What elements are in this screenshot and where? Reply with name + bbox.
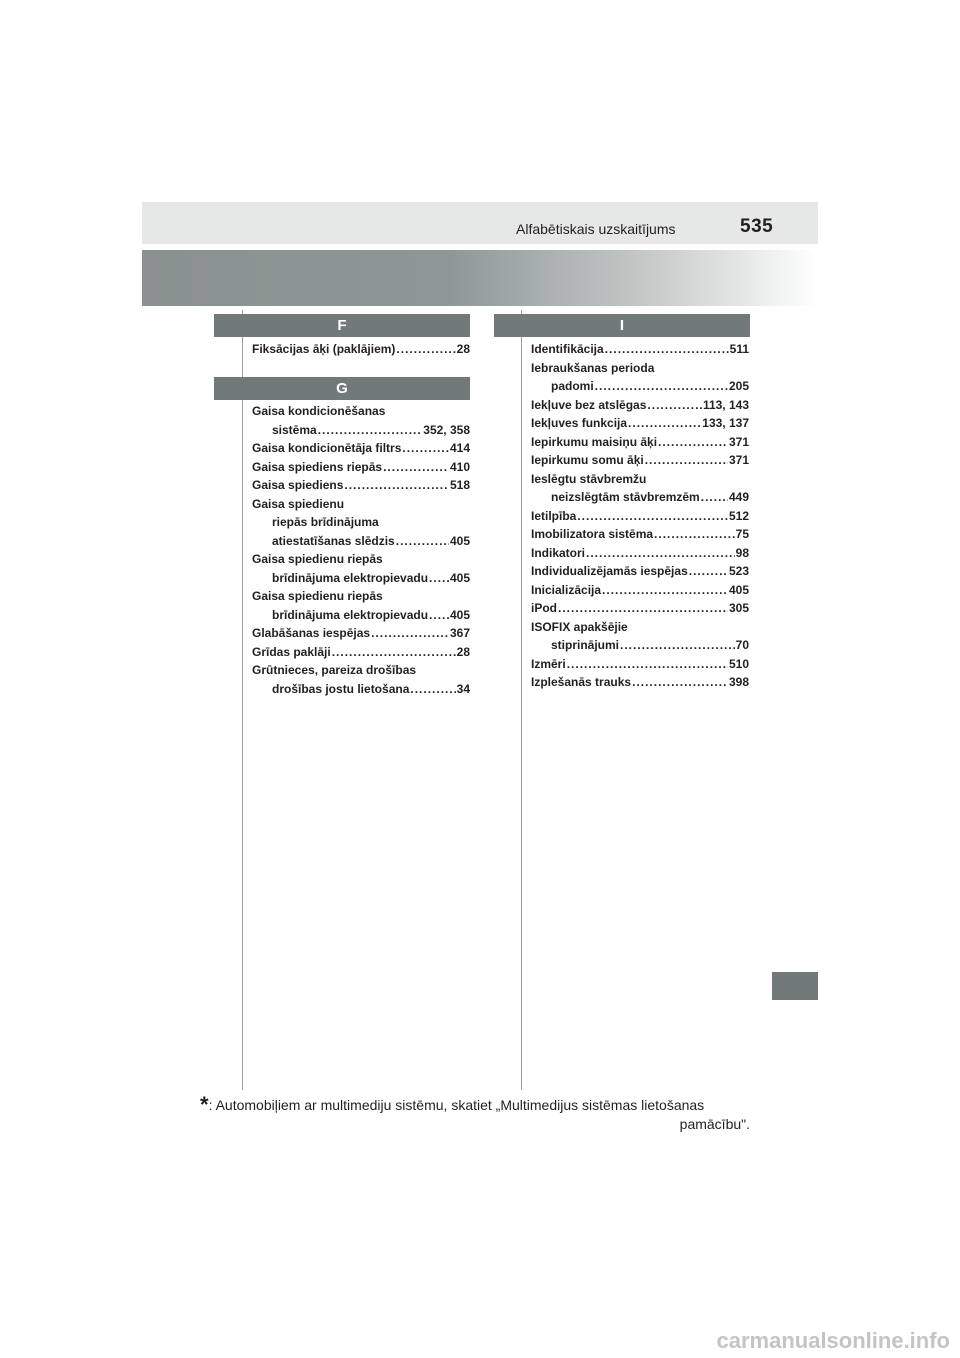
index-entry-page[interactable]: 414 xyxy=(449,441,470,455)
index-entry-label: Indikatori xyxy=(531,545,586,560)
index-entry xyxy=(531,470,749,489)
index-entry-page[interactable]: 371 xyxy=(728,434,749,449)
index-entry-page[interactable]: 305 xyxy=(728,601,749,615)
index-entry-label: Imobilizatora sistēma xyxy=(531,527,654,541)
chapter-tab xyxy=(772,972,818,1000)
index-entry-label: Gaisa spiedienu xyxy=(252,496,345,511)
dot-leader xyxy=(429,606,449,625)
page-number: 535 xyxy=(740,216,774,237)
index-entry-label: Grīdas paklāji xyxy=(252,644,331,659)
dot-leader xyxy=(410,680,455,699)
index-entry xyxy=(252,421,470,440)
watermark-text: carmanualsonline.info xyxy=(716,1328,950,1353)
index-entry xyxy=(531,525,749,544)
index-entry xyxy=(252,476,470,495)
dot-leader xyxy=(402,439,449,458)
index-entry-page[interactable]: 70 xyxy=(735,638,749,652)
index-entry-label: Gaisa spiediens xyxy=(252,478,344,492)
index-entry xyxy=(252,661,470,680)
dot-leader xyxy=(396,532,449,551)
index-entry xyxy=(531,451,749,470)
index-entry-page[interactable]: 405 xyxy=(449,533,470,548)
index-entry-page[interactable]: 405 xyxy=(728,582,749,597)
index-entry-page[interactable]: 352, 358 xyxy=(423,422,470,437)
index-entry-page[interactable]: 98 xyxy=(735,545,749,560)
dot-leader xyxy=(654,525,735,544)
footnote-line-2: pamācību". xyxy=(679,1116,750,1132)
dot-leader xyxy=(318,421,423,440)
dot-leader xyxy=(628,414,701,433)
index-entry xyxy=(531,340,749,359)
index-entry xyxy=(252,569,470,588)
index-entry-label: Gaisa spiediens riepās xyxy=(252,459,383,474)
index-entry xyxy=(252,439,470,458)
footnote-marker: * xyxy=(200,1092,209,1117)
index-entry xyxy=(531,562,749,581)
index-entry-label: Gaisa spiedienu riepās xyxy=(252,552,383,566)
index-entry-label: Glabāšanas iespējas xyxy=(252,626,371,640)
dot-leader xyxy=(701,488,728,507)
index-entry-page[interactable]: 28 xyxy=(456,342,470,356)
index-entry xyxy=(252,680,470,699)
dot-leader xyxy=(371,624,449,643)
dot-leader xyxy=(383,458,449,477)
index-entry-label: Iekļuves funkcija xyxy=(531,416,628,430)
index-entry-page[interactable]: 371 xyxy=(728,453,749,467)
index-entry-label: Iekļuve bez atslēgas xyxy=(531,397,647,412)
index-entry xyxy=(531,433,749,452)
index-entry-label: Izmēri xyxy=(531,656,566,671)
section-header-g: G xyxy=(214,377,470,400)
index-entry-page[interactable]: 512 xyxy=(728,508,749,523)
index-entry xyxy=(531,414,749,433)
index-entry-page[interactable]: 34 xyxy=(456,681,470,696)
index-entry-label: Ieslēgtu stāvbremžu xyxy=(531,471,647,486)
chapter-band xyxy=(142,250,818,306)
index-entry xyxy=(531,636,749,655)
index-entry-label: padomi xyxy=(551,379,594,393)
index-entry xyxy=(531,488,749,507)
index-entry xyxy=(531,618,749,637)
footnote-line-1: : Automobiļiem ar multimediju sistēmu, skatiet „Multimedijus sistēmas lietošanas xyxy=(208,1097,705,1113)
index-entry-page[interactable]: 75 xyxy=(735,527,749,541)
index-entry-label: Identifikācija xyxy=(531,342,604,356)
index-entry-page[interactable]: 28 xyxy=(456,644,470,659)
dot-leader xyxy=(429,569,449,588)
dot-leader xyxy=(605,340,729,359)
index-entry xyxy=(252,550,470,569)
index-entry xyxy=(252,340,470,359)
dot-leader xyxy=(332,643,456,662)
index-entry-label: Gaisa kondicionēšanas xyxy=(252,404,386,418)
index-entry-label: Fiksācijas āķi (paklājiem) xyxy=(252,342,396,356)
index-entry-page[interactable]: 518 xyxy=(449,478,470,492)
footnote xyxy=(200,1092,750,1134)
index-entry xyxy=(531,599,749,618)
index-entry-label: Izplešanās trauks xyxy=(531,675,632,689)
index-entry-page[interactable]: 367 xyxy=(449,626,470,640)
index-entry-page[interactable]: 410 xyxy=(449,459,470,474)
index-entry-page[interactable]: 205 xyxy=(728,379,749,393)
section-header-i: I xyxy=(494,314,750,337)
index-entry-label: Iepirkumu somu āķi xyxy=(531,453,644,467)
index-entry-label: sistēma xyxy=(272,422,317,437)
index-entry xyxy=(252,606,470,625)
index-entry-label: neizslēgtām stāvbremzēm xyxy=(551,490,700,504)
dot-leader xyxy=(658,433,728,452)
index-entry-label: Iebraukšanas perioda xyxy=(531,360,655,375)
index-entry xyxy=(252,587,470,606)
index-entry xyxy=(252,402,470,421)
index-entry-label: Gaisa kondicionētāja filtrs xyxy=(252,441,402,455)
index-entry-label: iPod xyxy=(531,601,557,615)
index-entry xyxy=(531,377,749,396)
index-entry-label: Grūtnieces, pareiza drošības xyxy=(252,663,417,677)
index-entry-label: ISOFIX apakšējie xyxy=(531,619,628,634)
index-entry-label: stiprinājumi xyxy=(551,638,620,652)
dot-leader xyxy=(620,636,735,655)
index-entry-page[interactable]: 523 xyxy=(728,564,749,578)
index-entry-label: brīdinājuma elektropievadu xyxy=(272,607,429,622)
index-entry xyxy=(252,532,470,551)
index-entry-label: Individualizējamās iespējas xyxy=(531,564,688,578)
dot-leader xyxy=(396,340,455,359)
index-entry-label: Gaisa spiedienu riepās xyxy=(252,589,383,603)
index-entry-label: Inicializācija xyxy=(531,582,602,597)
index-entry-page[interactable]: 511 xyxy=(729,342,749,356)
index-entry-label: Ietilpība xyxy=(531,508,577,523)
dot-leader xyxy=(689,562,728,581)
index-entry-page[interactable]: 449 xyxy=(728,490,749,504)
index-entry-page[interactable]: 398 xyxy=(728,675,749,689)
index-entry xyxy=(531,359,749,378)
index-entry-label: drošības jostu lietošana xyxy=(272,681,410,696)
index-entry xyxy=(252,643,470,662)
index-entry-page[interactable]: 113, 143 xyxy=(702,397,749,412)
index-entry-page[interactable]: 133, 137 xyxy=(702,416,749,430)
index-entry-page[interactable]: 510 xyxy=(728,656,749,671)
index-entry-label: Iepirkumu maisiņu āķi xyxy=(531,434,658,449)
index-entry xyxy=(531,655,749,674)
dot-leader xyxy=(344,476,449,495)
section-list-i xyxy=(531,340,749,692)
section-header-f: F xyxy=(214,314,470,337)
index-entry xyxy=(531,673,749,692)
index-entry xyxy=(252,458,470,477)
index-entry xyxy=(531,396,749,415)
index-entry xyxy=(531,544,749,563)
dot-leader xyxy=(647,396,702,415)
dot-leader xyxy=(645,451,728,470)
column-divider-left xyxy=(242,310,243,1090)
dot-leader xyxy=(558,599,728,618)
dot-leader xyxy=(632,673,728,692)
dot-leader xyxy=(567,655,728,674)
section-list-g xyxy=(252,402,470,698)
index-entry-page[interactable]: 405 xyxy=(449,570,470,585)
column-divider-right xyxy=(521,310,522,1090)
dot-leader xyxy=(577,507,728,526)
index-entry-label: atiestatīšanas slēdzis xyxy=(272,533,395,548)
header-band xyxy=(142,202,818,244)
dot-leader xyxy=(595,377,728,396)
index-entry-page[interactable]: 405 xyxy=(449,607,470,622)
index-entry xyxy=(252,513,470,532)
index-entry xyxy=(252,495,470,514)
dot-leader xyxy=(586,544,735,563)
index-entry xyxy=(531,507,749,526)
index-entry-label: brīdinājuma elektropievadu xyxy=(272,570,429,585)
section-list-f xyxy=(252,340,470,359)
header-title: Alfabētiskais uzskaitījums xyxy=(516,221,676,237)
index-entry xyxy=(252,624,470,643)
index-entry-label: riepās brīdinājuma xyxy=(272,515,379,529)
index-entry xyxy=(531,581,749,600)
dot-leader xyxy=(602,581,728,600)
